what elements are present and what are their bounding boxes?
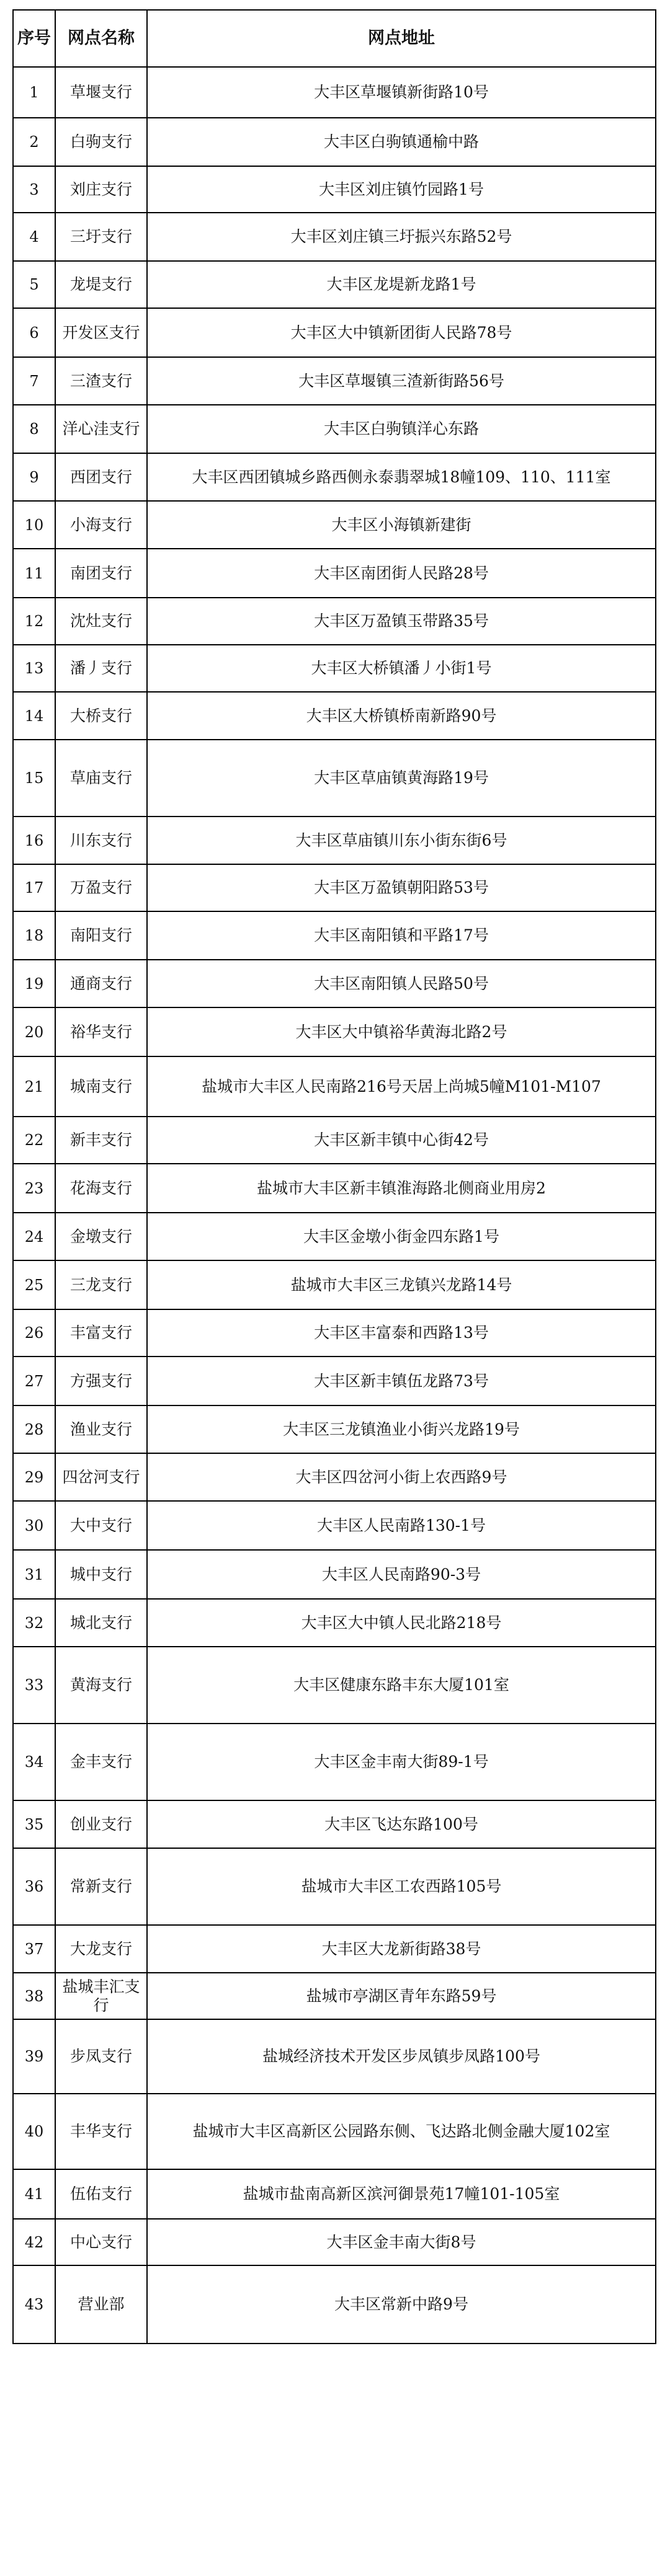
table-row [13,1309,656,1357]
cell-branch-name: 川东支行 [55,817,147,864]
table-row [13,118,656,166]
cell-address: 大丰区金墩小街金四东路1号 [147,1213,656,1260]
cell-address: 大丰区小海镇新建街 [147,501,656,549]
cell-branch-name: 营业部 [55,2265,147,2344]
cell-branch-name: 城北支行 [55,1599,147,1647]
cell-address: 大丰区白驹镇洋心东路 [147,405,656,453]
cell-address: 大丰区南阳镇和平路17号 [147,911,656,960]
table-row [13,1260,656,1309]
cell-branch-name: 伍佑支行 [55,2169,147,2219]
cell-seq: 22 [13,1117,55,1164]
cell-address: 大丰区草庙镇黄海路19号 [147,740,656,817]
cell-branch-name: 草庙支行 [55,740,147,817]
table-row [13,1164,656,1213]
table-row [13,864,656,911]
cell-seq: 1 [13,67,55,118]
cell-address: 大丰区大中镇人民北路218号 [147,1599,656,1647]
table-row [13,261,656,308]
cell-branch-name: 龙堤支行 [55,261,147,308]
table-row [13,1925,656,1973]
cell-branch-name: 三渣支行 [55,357,147,405]
cell-address: 大丰区南团街人民路28号 [147,549,656,598]
cell-address: 大丰区西团镇城乡路西侧永泰翡翠城18幢109、110、111室 [147,453,656,501]
table-row [13,2265,656,2344]
cell-address: 大丰区草堰镇三渣新街路56号 [147,357,656,405]
cell-seq: 34 [13,1724,55,1800]
cell-branch-name: 通商支行 [55,960,147,1007]
cell-seq: 25 [13,1260,55,1309]
cell-address: 大丰区新丰镇伍龙路73号 [147,1357,656,1405]
table-row [13,645,656,692]
branch-table [12,9,656,2344]
cell-branch-name: 渔业支行 [55,1405,147,1453]
cell-address: 大丰区南阳镇人民路50号 [147,960,656,1007]
table-header-row [13,10,656,67]
cell-seq: 29 [13,1453,55,1501]
cell-branch-name: 开发区支行 [55,308,147,357]
cell-address: 大丰区三龙镇渔业小街兴龙路19号 [147,1405,656,1453]
cell-address: 大丰区金丰南大街89-1号 [147,1724,656,1800]
cell-address: 大丰区大龙新街路38号 [147,1925,656,1973]
cell-address: 盐城市大丰区人民南路216号天居上尚城5幢M101-M107 [147,1056,656,1117]
cell-seq: 36 [13,1848,55,1925]
cell-seq: 2 [13,118,55,166]
cell-branch-name: 南阳支行 [55,911,147,960]
cell-address: 盐城市大丰区高新区公园路东侧、飞达路北侧金融大厦102室 [147,2094,656,2169]
cell-address: 大丰区人民南路130-1号 [147,1501,656,1550]
cell-seq: 40 [13,2094,55,2169]
table-row [13,1357,656,1405]
cell-seq: 32 [13,1599,55,1647]
cell-seq: 8 [13,405,55,453]
cell-branch-name: 黄海支行 [55,1647,147,1724]
cell-seq: 7 [13,357,55,405]
cell-branch-name: 裕华支行 [55,1007,147,1056]
cell-branch-name: 三圩支行 [55,213,147,261]
cell-seq: 13 [13,645,55,692]
cell-branch-name: 新丰支行 [55,1117,147,1164]
cell-address: 盐城经济技术开发区步凤镇步凤路100号 [147,2019,656,2094]
header-name: 网点名称 [55,10,147,67]
cell-branch-name: 常新支行 [55,1848,147,1925]
table-row [13,213,656,261]
table-body [13,67,656,2344]
cell-address: 大丰区金丰南大街8号 [147,2219,656,2265]
cell-branch-name: 四岔河支行 [55,1453,147,1501]
cell-branch-name: 草堰支行 [55,67,147,118]
cell-seq: 24 [13,1213,55,1260]
cell-seq: 21 [13,1056,55,1117]
cell-address: 大丰区健康东路丰东大厦101室 [147,1647,656,1724]
cell-seq: 39 [13,2019,55,2094]
table-row [13,817,656,864]
cell-address: 大丰区丰富泰和西路13号 [147,1309,656,1357]
cell-address: 大丰区常新中路9号 [147,2265,656,2344]
cell-branch-name: 大中支行 [55,1501,147,1550]
table-row [13,1453,656,1501]
cell-branch-name: 丰华支行 [55,2094,147,2169]
cell-branch-name: 三龙支行 [55,1260,147,1309]
table-row [13,2094,656,2169]
cell-address: 盐城市盐南高新区滨河御景苑17幢101-105室 [147,2169,656,2219]
table-row [13,357,656,405]
table-row [13,911,656,960]
table-row [13,1550,656,1599]
table-row [13,2019,656,2094]
cell-branch-name: 万盈支行 [55,864,147,911]
table-row [13,501,656,549]
cell-address: 大丰区四岔河小街上农西路9号 [147,1453,656,1501]
cell-seq: 5 [13,261,55,308]
branch-table-container [12,9,655,2344]
cell-branch-name: 创业支行 [55,1800,147,1848]
table-row [13,549,656,598]
cell-address: 大丰区大桥镇潘丿小街1号 [147,645,656,692]
table-row [13,1973,656,2019]
table-row [13,1213,656,1260]
cell-seq: 26 [13,1309,55,1357]
cell-seq: 37 [13,1925,55,1973]
cell-seq: 23 [13,1164,55,1213]
cell-branch-name: 大龙支行 [55,1925,147,1973]
table-row [13,67,656,118]
cell-branch-name: 盐城丰汇支行 [55,1973,147,2019]
cell-branch-name: 西团支行 [55,453,147,501]
table-row [13,1724,656,1800]
cell-address: 盐城市大丰区工农西路105号 [147,1848,656,1925]
cell-branch-name: 城南支行 [55,1056,147,1117]
cell-address: 大丰区人民南路90-3号 [147,1550,656,1599]
table-row [13,166,656,213]
table-row [13,692,656,740]
cell-branch-name: 城中支行 [55,1550,147,1599]
cell-seq: 17 [13,864,55,911]
cell-seq: 31 [13,1550,55,1599]
table-row [13,1501,656,1550]
cell-branch-name: 刘庄支行 [55,166,147,213]
cell-seq: 11 [13,549,55,598]
cell-address: 盐城市大丰区新丰镇淮海路北侧商业用房2 [147,1164,656,1213]
table-row [13,740,656,817]
cell-seq: 3 [13,166,55,213]
cell-address: 大丰区刘庄镇竹园路1号 [147,166,656,213]
cell-branch-name: 花海支行 [55,1164,147,1213]
cell-seq: 30 [13,1501,55,1550]
table-row [13,1117,656,1164]
cell-seq: 12 [13,598,55,645]
cell-branch-name: 沈灶支行 [55,598,147,645]
cell-branch-name: 方强支行 [55,1357,147,1405]
table-row [13,1405,656,1453]
cell-address: 大丰区草堰镇新街路10号 [147,67,656,118]
cell-address: 大丰区万盈镇朝阳路53号 [147,864,656,911]
cell-address: 大丰区刘庄镇三圩振兴东路52号 [147,213,656,261]
cell-seq: 43 [13,2265,55,2344]
cell-branch-name: 步凤支行 [55,2019,147,2094]
table-row [13,1800,656,1848]
header-seq: 序号 [13,10,55,67]
header-address: 网点地址 [147,10,656,67]
table-row [13,1848,656,1925]
cell-address: 大丰区白驹镇通榆中路 [147,118,656,166]
table-row [13,453,656,501]
table-row [13,1647,656,1724]
cell-seq: 10 [13,501,55,549]
table-row [13,2169,656,2219]
table-row [13,1599,656,1647]
table-row [13,405,656,453]
cell-seq: 14 [13,692,55,740]
cell-seq: 6 [13,308,55,357]
cell-branch-name: 金墩支行 [55,1213,147,1260]
cell-seq: 27 [13,1357,55,1405]
cell-branch-name: 小海支行 [55,501,147,549]
cell-seq: 4 [13,213,55,261]
cell-branch-name: 大桥支行 [55,692,147,740]
cell-address: 大丰区草庙镇川东小街东街6号 [147,817,656,864]
cell-branch-name: 丰富支行 [55,1309,147,1357]
cell-seq: 33 [13,1647,55,1724]
table-row [13,598,656,645]
cell-seq: 15 [13,740,55,817]
table-row [13,2219,656,2265]
cell-branch-name: 白驹支行 [55,118,147,166]
cell-seq: 42 [13,2219,55,2265]
cell-address: 大丰区大中镇裕华黄海北路2号 [147,1007,656,1056]
cell-branch-name: 中心支行 [55,2219,147,2265]
cell-address: 大丰区新丰镇中心街42号 [147,1117,656,1164]
table-row [13,1007,656,1056]
cell-seq: 20 [13,1007,55,1056]
cell-seq: 16 [13,817,55,864]
cell-address: 大丰区飞达东路100号 [147,1800,656,1848]
cell-address: 盐城市大丰区三龙镇兴龙路14号 [147,1260,656,1309]
cell-address: 大丰区龙堤新龙路1号 [147,261,656,308]
table-row [13,960,656,1007]
cell-address: 大丰区大中镇新团街人民路78号 [147,308,656,357]
table-row [13,1056,656,1117]
cell-address: 大丰区万盈镇玉带路35号 [147,598,656,645]
table-row [13,308,656,357]
cell-seq: 9 [13,453,55,501]
cell-seq: 41 [13,2169,55,2219]
cell-seq: 28 [13,1405,55,1453]
cell-seq: 35 [13,1800,55,1848]
cell-branch-name: 南团支行 [55,549,147,598]
cell-branch-name: 金丰支行 [55,1724,147,1800]
cell-seq: 38 [13,1973,55,2019]
cell-branch-name: 洋心洼支行 [55,405,147,453]
cell-address: 大丰区大桥镇桥南新路90号 [147,692,656,740]
cell-branch-name: 潘丿支行 [55,645,147,692]
cell-seq: 18 [13,911,55,960]
cell-seq: 19 [13,960,55,1007]
cell-address: 盐城市亭湖区青年东路59号 [147,1973,656,2019]
